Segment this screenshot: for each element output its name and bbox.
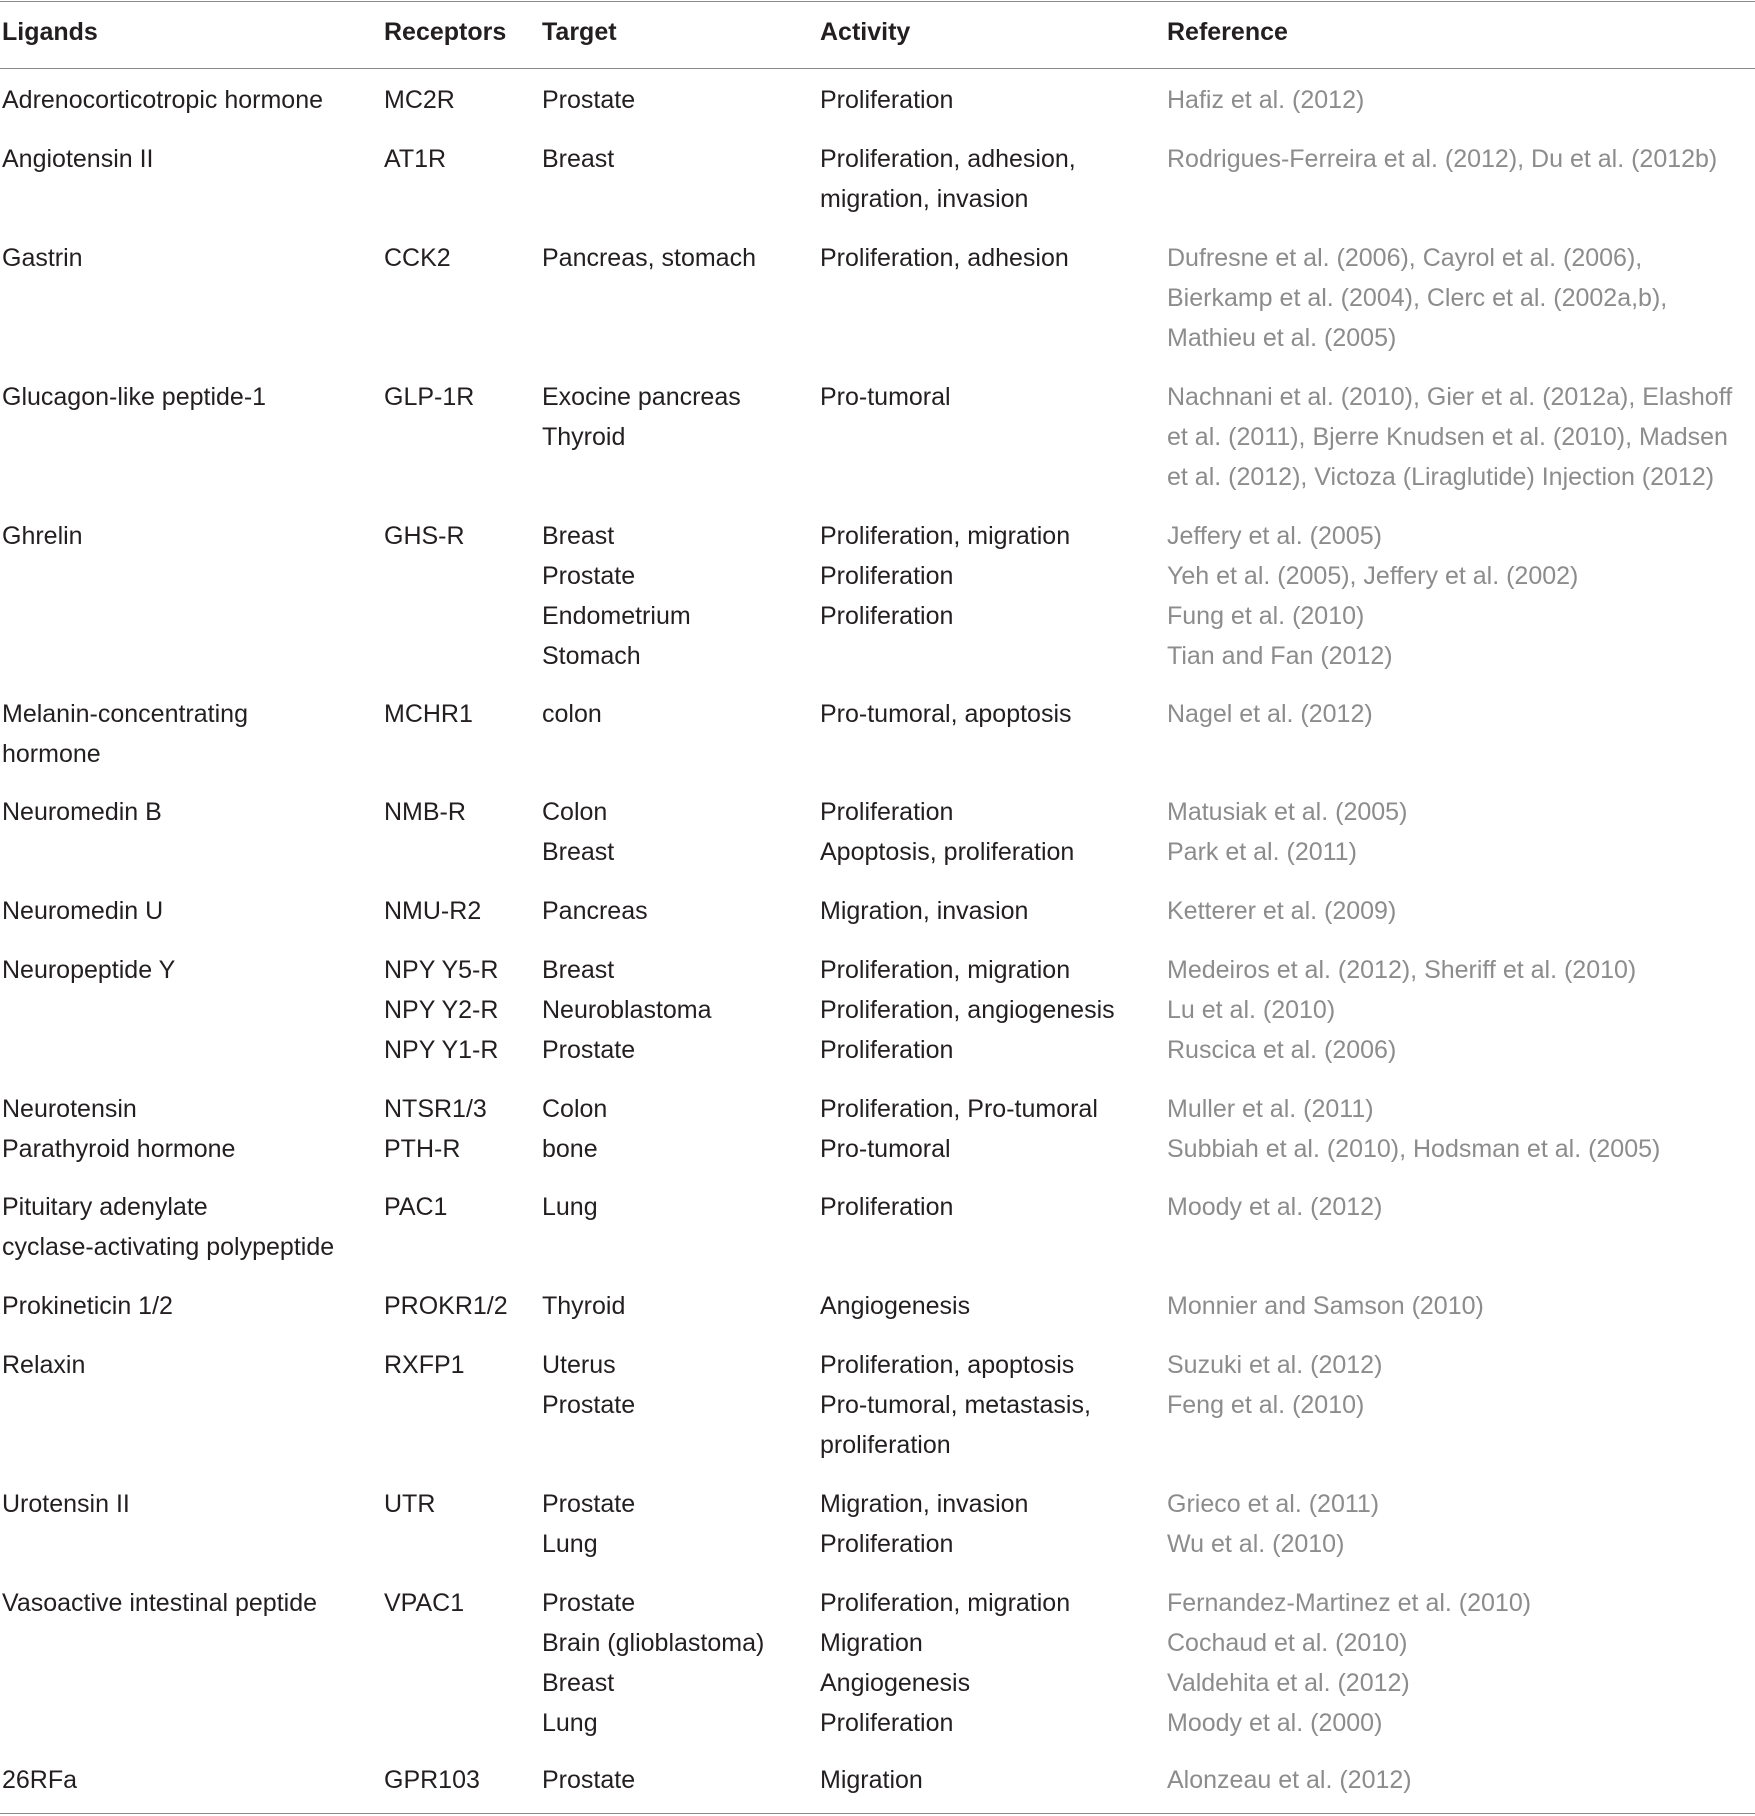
receptor-cell: AT1R: [384, 145, 447, 173]
table-top-rule: [0, 1, 1755, 2]
activity-cell: Migration, invasion: [820, 897, 1029, 925]
reference-cell: Ketterer et al. (2009): [1167, 897, 1397, 925]
target-cell: Endometrium: [542, 602, 691, 630]
ligand-cell: cyclase-activating polypeptide: [2, 1233, 335, 1261]
reference-cell: Hafiz et al. (2012): [1167, 86, 1365, 114]
ligand-cell: Adrenocorticotropic hormone: [2, 86, 323, 114]
receptor-cell: CCK2: [384, 244, 451, 272]
reference-cell: Valdehita et al. (2012): [1167, 1669, 1410, 1697]
activity-cell: Proliferation: [820, 1530, 954, 1558]
header-reference: Reference: [1167, 18, 1288, 46]
receptor-cell: NMU-R2: [384, 897, 482, 925]
activity-cell: Proliferation, adhesion,: [820, 145, 1076, 173]
ligand-cell: Gastrin: [2, 244, 83, 272]
target-cell: Lung: [542, 1709, 598, 1737]
activity-cell: Proliferation, migration: [820, 956, 1071, 984]
activity-cell: Angiogenesis: [820, 1669, 971, 1697]
reference-cell: Subbiah et al. (2010), Hodsman et al. (2005): [1167, 1135, 1661, 1163]
target-cell: Pancreas, stomach: [542, 244, 756, 272]
reference-cell: Park et al. (2011): [1167, 838, 1357, 866]
target-cell: Prostate: [542, 1589, 636, 1617]
target-cell: Breast: [542, 838, 615, 866]
target-cell: Breast: [542, 956, 615, 984]
ligand-cell: Neuromedin U: [2, 897, 164, 925]
reference-cell: Wu et al. (2010): [1167, 1530, 1345, 1558]
receptor-cell: VPAC1: [384, 1589, 465, 1617]
target-cell: Prostate: [542, 562, 636, 590]
reference-cell: Feng et al. (2010): [1167, 1391, 1365, 1419]
activity-cell: Migration: [820, 1766, 923, 1794]
activity-cell: Angiogenesis: [820, 1292, 971, 1320]
table-bottom-rule: [0, 1813, 1755, 1814]
activity-cell: Proliferation, Pro-tumoral: [820, 1095, 1098, 1123]
ligand-cell: Ghrelin: [2, 522, 83, 550]
ligand-cell: Neuropeptide Y: [2, 956, 176, 984]
header-target: Target: [542, 18, 617, 46]
reference-cell: Nagel et al. (2012): [1167, 700, 1373, 728]
target-cell: Prostate: [542, 1490, 636, 1518]
reference-cell: Medeiros et al. (2012), Sheriff et al. (2010): [1167, 956, 1637, 984]
reference-cell: Jeffery et al. (2005): [1167, 522, 1382, 550]
reference-cell: Yeh et al. (2005), Jeffery et al. (2002): [1167, 562, 1579, 590]
receptor-cell: MC2R: [384, 86, 455, 114]
ligand-cell: Melanin-concentrating: [2, 700, 248, 728]
ligand-cell: Neurotensin: [2, 1095, 137, 1123]
target-cell: Colon: [542, 1095, 608, 1123]
activity-cell: Pro-tumoral: [820, 383, 951, 411]
activity-cell: migration, invasion: [820, 185, 1029, 213]
target-cell: Colon: [542, 798, 608, 826]
target-cell: Breast: [542, 145, 615, 173]
ligand-cell: 26RFa: [2, 1766, 78, 1794]
receptor-cell: NPY Y5-R: [384, 956, 499, 984]
reference-cell: Matusiak et al. (2005): [1167, 798, 1408, 826]
reference-cell: Bierkamp et al. (2004), Clerc et al. (2002a,b),: [1167, 284, 1668, 312]
activity-cell: Proliferation: [820, 562, 954, 590]
target-cell: Prostate: [542, 1766, 636, 1794]
activity-cell: Proliferation: [820, 1036, 954, 1064]
activity-cell: proliferation: [820, 1431, 951, 1459]
ligand-cell: Glucagon-like peptide-1: [2, 383, 267, 411]
reference-cell: et al. (2011), Bjerre Knudsen et al. (2010), Madsen: [1167, 423, 1728, 451]
target-cell: bone: [542, 1135, 598, 1163]
target-cell: Exocine pancreas: [542, 383, 741, 411]
target-cell: Brain (glioblastoma): [542, 1629, 765, 1657]
activity-cell: Proliferation, migration: [820, 1589, 1071, 1617]
activity-cell: Proliferation: [820, 1709, 954, 1737]
reference-cell: Rodrigues-Ferreira et al. (2012), Du et al. (2012b): [1167, 145, 1718, 173]
ligand-cell: Urotensin II: [2, 1490, 130, 1518]
receptor-cell: PAC1: [384, 1193, 448, 1221]
ligand-cell: hormone: [2, 740, 101, 768]
target-cell: Lung: [542, 1530, 598, 1558]
ligand-cell: Relaxin: [2, 1351, 86, 1379]
reference-cell: Cochaud et al. (2010): [1167, 1629, 1408, 1657]
receptor-cell: MCHR1: [384, 700, 473, 728]
activity-cell: Proliferation, apoptosis: [820, 1351, 1075, 1379]
reference-cell: Nachnani et al. (2010), Gier et al. (2012a), Elashoff: [1167, 383, 1733, 411]
receptor-cell: UTR: [384, 1490, 436, 1518]
target-cell: Lung: [542, 1193, 598, 1221]
activity-cell: Proliferation, adhesion: [820, 244, 1069, 272]
reference-cell: et al. (2012), Victoza (Liraglutide) Injection (2012): [1167, 463, 1715, 491]
activity-cell: Proliferation: [820, 798, 954, 826]
activity-cell: Proliferation, migration: [820, 522, 1071, 550]
activity-cell: Apoptosis, proliferation: [820, 838, 1075, 866]
reference-cell: Tian and Fan (2012): [1167, 642, 1393, 670]
header-rule: [0, 68, 1755, 69]
target-cell: Prostate: [542, 86, 636, 114]
receptor-cell: GPR103: [384, 1766, 480, 1794]
reference-cell: Fung et al. (2010): [1167, 602, 1365, 630]
receptor-cell: NMB-R: [384, 798, 466, 826]
ligand-cell: Angiotensin II: [2, 145, 154, 173]
ligand-cell: Parathyroid hormone: [2, 1135, 236, 1163]
reference-cell: Suzuki et al. (2012): [1167, 1351, 1383, 1379]
ligand-cell: Prokineticin 1/2: [2, 1292, 173, 1320]
activity-cell: Migration: [820, 1629, 923, 1657]
receptor-cell: PTH-R: [384, 1135, 461, 1163]
ligand-cell: Neuromedin B: [2, 798, 162, 826]
receptor-cell: NPY Y1-R: [384, 1036, 499, 1064]
activity-cell: Migration, invasion: [820, 1490, 1029, 1518]
target-cell: Prostate: [542, 1391, 636, 1419]
reference-cell: Alonzeau et al. (2012): [1167, 1766, 1412, 1794]
activity-cell: Pro-tumoral: [820, 1135, 951, 1163]
ligand-cell: Vasoactive intestinal peptide: [2, 1589, 318, 1617]
receptor-cell: GHS-R: [384, 522, 465, 550]
header-receptors: Receptors: [384, 18, 507, 46]
activity-cell: Proliferation: [820, 86, 954, 114]
reference-cell: Grieco et al. (2011): [1167, 1490, 1380, 1518]
receptor-cell: NPY Y2-R: [384, 996, 499, 1024]
reference-cell: Mathieu et al. (2005): [1167, 324, 1397, 352]
receptor-cell: PROKR1/2: [384, 1292, 508, 1320]
target-cell: Breast: [542, 522, 615, 550]
reference-cell: Muller et al. (2011): [1167, 1095, 1374, 1123]
reference-cell: Dufresne et al. (2006), Cayrol et al. (2006),: [1167, 244, 1643, 272]
target-cell: Thyroid: [542, 1292, 626, 1320]
target-cell: Pancreas: [542, 897, 648, 925]
receptor-cell: GLP-1R: [384, 383, 475, 411]
reference-cell: Ruscica et al. (2006): [1167, 1036, 1397, 1064]
reference-cell: Monnier and Samson (2010): [1167, 1292, 1484, 1320]
activity-cell: Proliferation: [820, 1193, 954, 1221]
activity-cell: Pro-tumoral, apoptosis: [820, 700, 1072, 728]
reference-cell: Lu et al. (2010): [1167, 996, 1336, 1024]
ligand-cell: Pituitary adenylate: [2, 1193, 208, 1221]
target-cell: Breast: [542, 1669, 615, 1697]
target-cell: Prostate: [542, 1036, 636, 1064]
target-cell: Stomach: [542, 642, 641, 670]
activity-cell: Proliferation: [820, 602, 954, 630]
activity-cell: Pro-tumoral, metastasis,: [820, 1391, 1091, 1419]
header-activity: Activity: [820, 18, 911, 46]
reference-cell: Fernandez-Martinez et al. (2010): [1167, 1589, 1532, 1617]
reference-cell: Moody et al. (2012): [1167, 1193, 1383, 1221]
header-ligands: Ligands: [2, 18, 98, 46]
target-cell: Uterus: [542, 1351, 616, 1379]
target-cell: Thyroid: [542, 423, 626, 451]
receptor-cell: RXFP1: [384, 1351, 465, 1379]
target-cell: Neuroblastoma: [542, 996, 712, 1024]
receptor-cell: NTSR1/3: [384, 1095, 487, 1123]
activity-cell: Proliferation, angiogenesis: [820, 996, 1115, 1024]
target-cell: colon: [542, 700, 602, 728]
reference-cell: Moody et al. (2000): [1167, 1709, 1383, 1737]
